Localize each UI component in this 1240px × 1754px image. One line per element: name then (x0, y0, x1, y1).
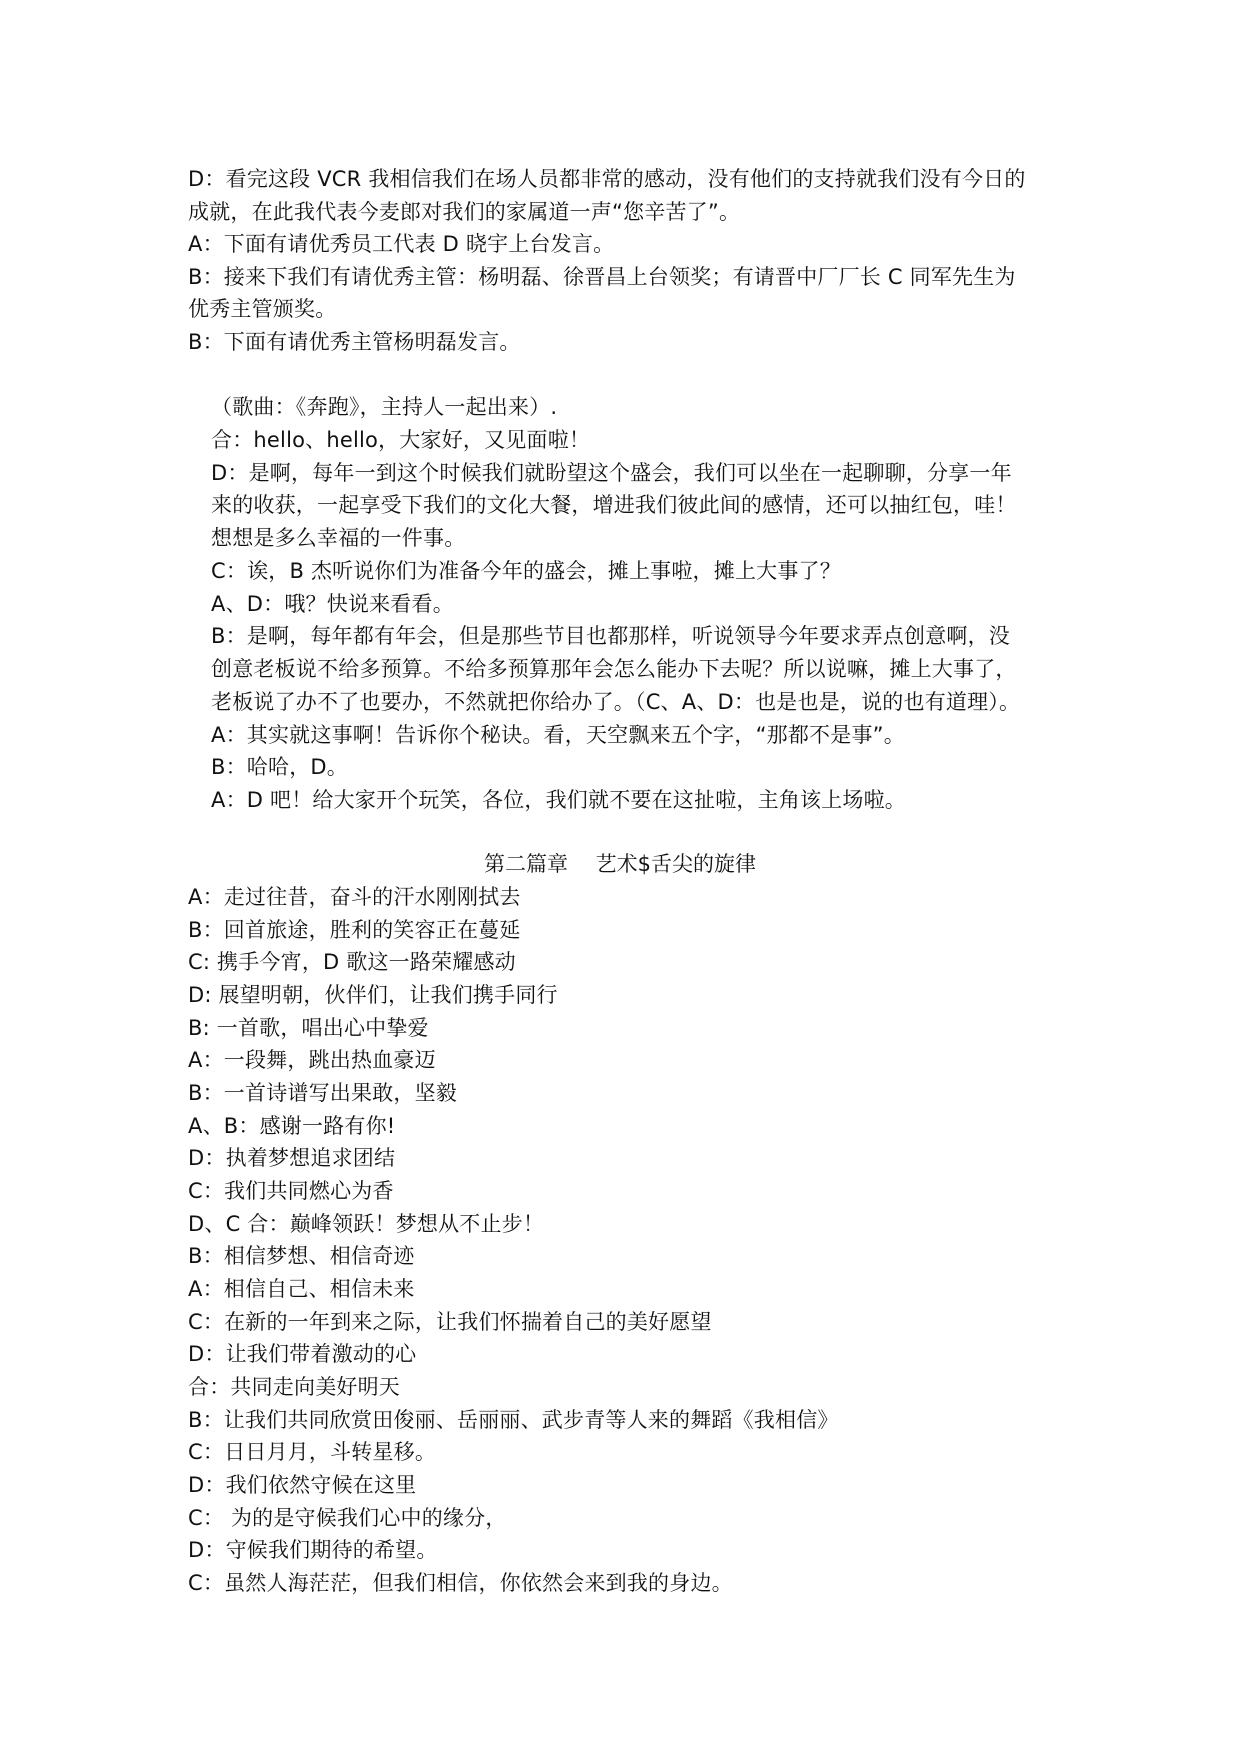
text-line: B：接来下我们有请优秀主管：杨明磊、徐晋昌上台领奖；有请晋中厂厂长 C 同军先生为 (188, 265, 1016, 289)
text-line: 优秀主管颁奖。 (188, 297, 337, 321)
text-line: B: 一首歌，唱出心中挚爱 (188, 1016, 429, 1040)
text-line: A、B：感谢一路有你! (188, 1114, 396, 1138)
text-line: D：执着梦想追求团结 (188, 1146, 396, 1170)
text-line: B：相信梦想、相信奇迹 (188, 1244, 415, 1268)
text-line: D：守候我们期待的希望。 (188, 1538, 438, 1562)
text-line: A：相信自己、相信未来 (188, 1277, 415, 1301)
text-line: A：其实就这事啊！告诉你个秘诀。看，天空飘来五个字，“那都不是事”。 (211, 723, 905, 747)
text-line: B：一首诗谱写出果敢，坚毅 (188, 1081, 458, 1105)
text-line: B：下面有请优秀主管杨明磊发言。 (188, 330, 521, 354)
text-line: D：是啊，每年一到这个时候我们就盼望这个盛会，我们可以坐在一起聊聊，分享一年 (211, 461, 1012, 485)
chapter-heading: 第二篇章 艺术$舌尖的旋律 (483, 852, 757, 876)
text-line: C: 携手今宵，D 歌这一路荣耀感动 (188, 950, 516, 974)
text-line: D：我们依然守候在这里 (188, 1473, 417, 1497)
text-line: B：回首旅途，胜利的笑容正在蔓延 (188, 918, 521, 942)
text-line: A：一段舞，跳出热血豪迈 (188, 1048, 436, 1072)
text-line: （歌曲：《奔跑》，主持人一起出来）. (211, 395, 558, 419)
text-line: B：是啊，每年都有年会，但是那些节目也都那样，听说领导今年要求弄点创意啊，没 (211, 624, 1011, 648)
text-line: 想想是多么幸福的一件事。 (211, 526, 466, 550)
text-line: C：日日月月，斗转星移。 (188, 1440, 437, 1464)
text-line: 成就，在此我代表今麦郎对我们的家属道一声“您辛苦了”。 (188, 200, 741, 224)
text-line: A：走过往昔，奋斗的汗水刚刚拭去 (188, 885, 521, 909)
text-line: D：看完这段 VCR 我相信我们在场人员都非常的感动，没有他们的支持就我们没有今日的 (188, 167, 1026, 191)
text-line: C：诶，B 杰听说你们为准备今年的盛会，摊上事啦，摊上大事了？ (211, 559, 841, 583)
text-line: 来的收获，一起享受下我们的文化大餐，增进我们彼此间的感情，还可以抽红包，哇！ (211, 493, 1017, 517)
text-line: A：下面有请优秀员工代表 D 晓宇上台发言。 (188, 232, 615, 256)
text-line: D：让我们带着激动的心 (188, 1342, 417, 1366)
text-line: 合：hello、hello，大家好，又见面啦！ (211, 428, 591, 452)
text-line: C：虽然人海茫茫，但我们相信，你依然会来到我的身边。 (188, 1571, 733, 1595)
text-line: A：D 吧！给大家开个玩笑，各位，我们就不要在这扯啦，主角该上场啦。 (211, 788, 907, 812)
text-line: 合：共同走向美好明天 (188, 1375, 400, 1399)
text-line: B：让我们共同欣赏田俊丽、岳丽丽、武步青等人来的舞蹈《我相信》 (188, 1408, 839, 1432)
text-line: D、C 合：巅峰领跃！梦想从不止步！ (188, 1212, 545, 1236)
text-line: C：我们共同燃心为香 (188, 1179, 394, 1203)
text-line: 创意老板说不给多预算。不给多预算那年会怎么能办下去呢？所以说嘛，摊上大事了， (211, 657, 1017, 681)
text-line: C： 为的是守候我们心中的缘分， (188, 1506, 507, 1530)
text-line: 老板说了办不了也要办，不然就把你给办了。（C、A、D：也是也是，说的也有道理）。 (211, 690, 1021, 714)
text-line: D: 展望明朝，伙伴们，让我们携手同行 (188, 983, 558, 1007)
text-line: B：哈哈，D。 (211, 755, 348, 779)
text-line: C：在新的一年到来之际，让我们怀揣着自己的美好愿望 (188, 1310, 712, 1334)
text-line: A、D：哦？快说来看看。 (211, 592, 454, 616)
